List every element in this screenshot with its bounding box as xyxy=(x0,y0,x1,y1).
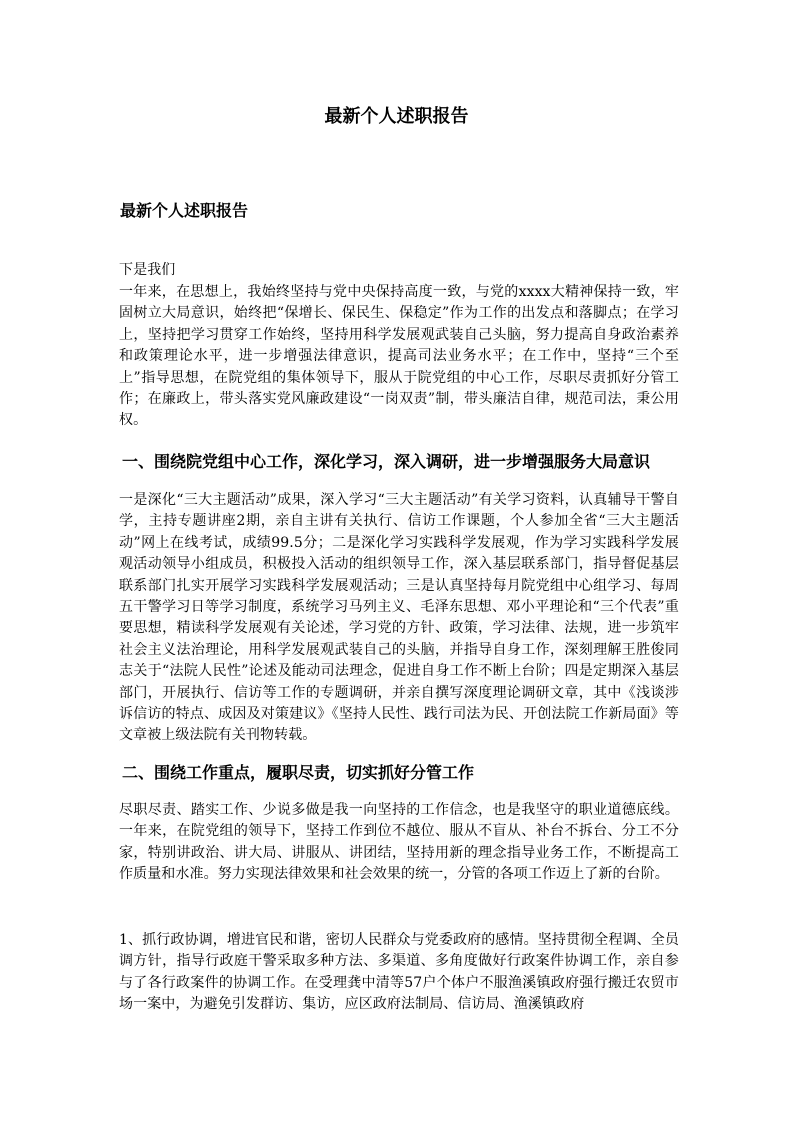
section-heading-2: 二、围绕工作重点，履职尽责，切实抓好分管工作 xyxy=(122,763,475,782)
section-1-paragraph: 一是深化“三大主题活动”成果，深入学习“三大主题活动”有关学习资料，认真辅导干警自学，主持专题讲座2期，亲自主讲有关执行、信访工作课题，个人参加全省“三大主题活动”网上在线考试，成绩99.5分；二是深化学习实践科学发展观，作为学习实践科学发展观活动领导小组成员，积极投入活动的组织领导工作，深入基层联系部门，指导督促基层联系部门扎实开展学习实践科学发展观活动；三是认真坚持每月院党组中心组学习、每周五干警学习日等学习制度，系统学习马列主义、毛泽东思想、邓小平理论和“三个代表”重要思想，精读科学发展观有关论述，学习党的方针、政策，学习法律、法规，进一步筑牢社会主义法治理论，用科学发展观武装自己的头脑，并指导自身工作，深刻理解王胜俊同志关于“法院人民性”论述及能动司法理念，促进自身工作不断上台阶；四是定期深入基层部门，开展执行、信访等工作的专题调研，并亲自撰写深度理论调研文章，其中《浅谈涉诉信访的特点、成因及对策建议》《坚持人民性、践行司法为民、开创法院工作新局面》等文章被上级法院有关刊物转载。 xyxy=(119,492,679,744)
intro-paragraph: 一年来，在思想上，我始终坚持与党中央保持高度一致，与党的xxxx大精神保持一致，牢固树立大局意识，始终把“保增长、保民生、保稳定”作为工作的出发点和落脚点；在学习上，坚持把学习贯穿工作始终，坚持用科学发展观武装自己头脑，努力提高自身政治素养和政策理论水平，进一步增强法律意识，提高司法业务水平；在工作中，坚持“三个至上”指导思想，在院党组的集体领导下，服从于院党组的中心工作，尽职尽责抓好分管工作；在廉政上，带头落实党风廉政建设“一岗双责”制，带头廉洁自律，规范司法，秉公用权。 xyxy=(119,284,679,429)
section-2-paragraph: 尽职尽责、踏实工作、少说多做是我一向坚持的工作信念，也是我坚守的职业道德底线。一年来，在院党组的领导下，坚持工作到位不越位、服从不盲从、补台不拆台、分工不分家，特别讲政治、讲大局、讲服从、讲团结，坚持用新的理念指导业务工作，不断提高工作质量和水准。努力实现法律效果和社会效果的统一，分管的各项工作迈上了新的台阶。 xyxy=(119,802,679,883)
document-subtitle: 最新个人述职报告 xyxy=(120,201,249,220)
document-title: 最新个人述职报告 xyxy=(324,106,469,127)
section-2-item-1-paragraph: 1、抓行政协调，增进官民和谐，密切人民群众与党委政府的感情。坚持贯彻全程调、全员调方针，指导行政庭干警采取多种方法、多渠道、多角度做好行政案件协调工作，亲自参与了各行政案件的协调工作。在受理龚中清等57户个体户不服渔溪镇政府强行搬迁农贸市场一案中，为避免引发群访、集访，应区政府法制局、信访局、渔溪镇政府 xyxy=(119,932,679,1013)
intro-lead: 下是我们 xyxy=(119,262,176,278)
section-heading-1: 一、围绕院党组中心工作，深化学习，深入调研，进一步增强服务大局意识 xyxy=(122,452,651,471)
